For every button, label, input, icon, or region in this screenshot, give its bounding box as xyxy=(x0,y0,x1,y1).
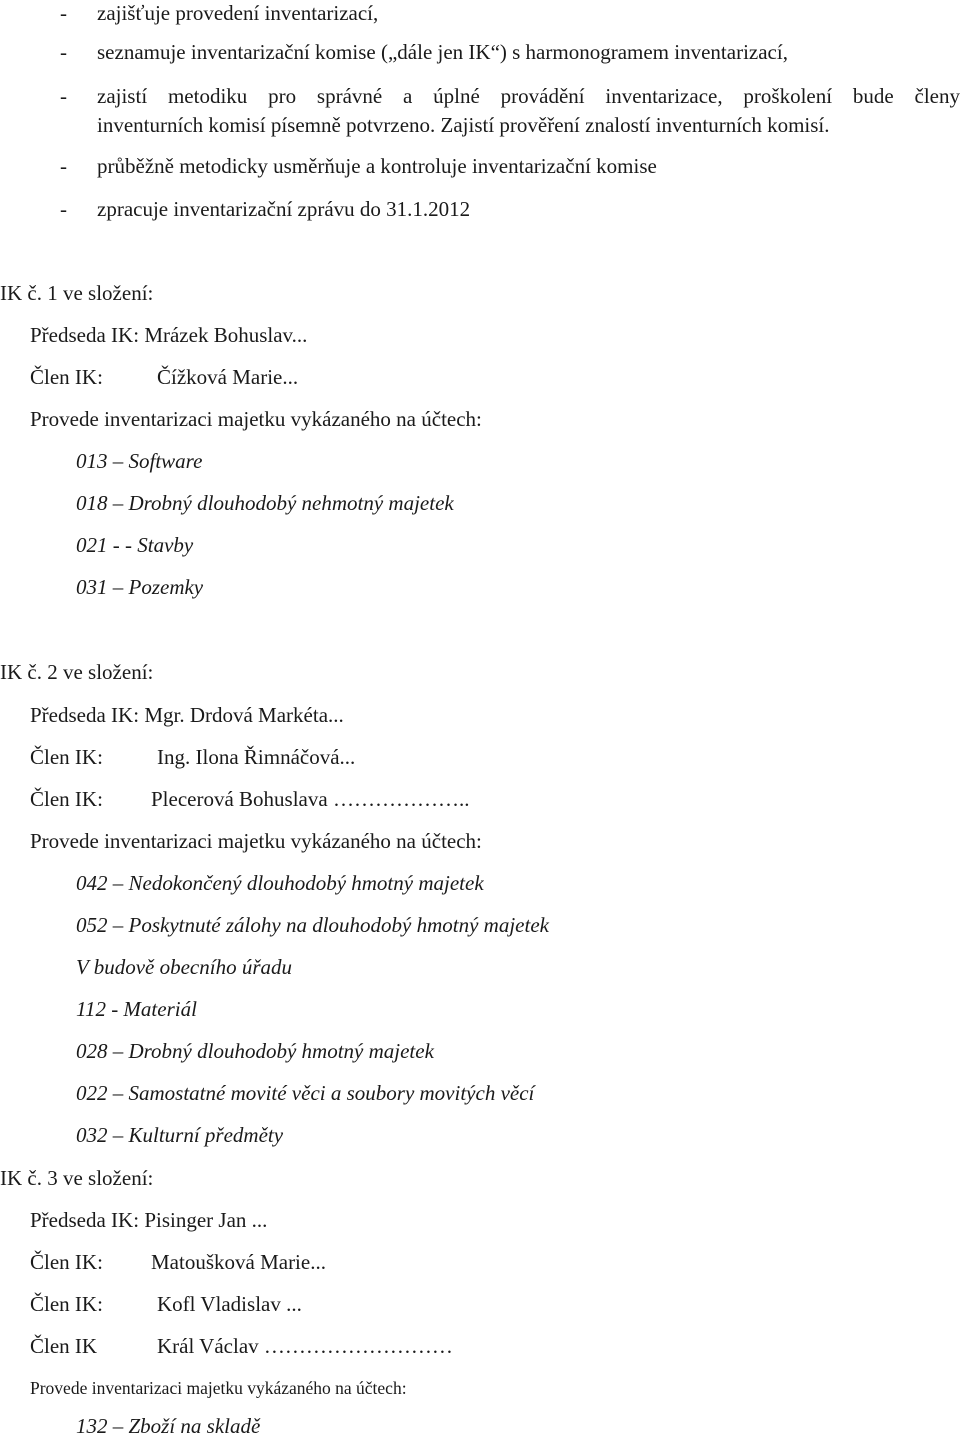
account-item: 042 – Nedokončený dlouhodobý hmotný majetek xyxy=(76,871,484,895)
account-item: 013 – Software xyxy=(76,449,203,473)
chair-name: Mgr. Drdová Markéta... xyxy=(144,703,344,727)
chair-label: Předseda IK: xyxy=(30,703,140,727)
member-label: Člen IK: xyxy=(30,365,103,389)
member-row xyxy=(30,1291,302,1317)
bullet-text-continued: inventurních komisí písemně potvrzeno. Zajistí prověření znalostí inventurních komisí. xyxy=(97,113,830,137)
bullet-text: zajišťuje provedení inventarizací, xyxy=(97,1,379,25)
commission-heading: IK č. 2 ve složení: xyxy=(0,660,154,684)
bullet-text: zpracuje inventarizační zprávu do 31.1.2012 xyxy=(97,197,471,221)
accounts-intro: Provede inventarizaci majetku vykázaného na účtech: xyxy=(30,1378,407,1398)
member-name: Král Václav ……………………… xyxy=(157,1334,453,1358)
accounts-intro: Provede inventarizaci majetku vykázaného na účtech: xyxy=(30,407,482,431)
commission-heading: IK č. 3 ve složení: xyxy=(0,1166,154,1190)
account-item: V budově obecního úřadu xyxy=(76,955,292,979)
member-label: Člen IK: xyxy=(30,1250,103,1274)
account-item: 112 - Materiál xyxy=(76,997,197,1021)
member-row xyxy=(30,1333,453,1359)
account-item: 028 – Drobný dlouhodobý hmotný majetek xyxy=(76,1039,434,1063)
bullet-dash: - xyxy=(60,40,67,64)
account-item: 021 - - Stavby xyxy=(76,533,194,557)
member-row xyxy=(30,364,298,390)
bullet-text: seznamuje inventarizační komise („dále jen IK“) s harmonogramem inventarizací, xyxy=(97,40,788,64)
bullet-text: zajistí metodiku pro správné a úplné provádění inventarizace, proškolení bude členy xyxy=(97,84,960,108)
bullet-dash: - xyxy=(60,84,67,108)
member-name: Čížková Marie... xyxy=(157,365,299,389)
member-row xyxy=(30,786,469,812)
chair-label: Předseda IK: xyxy=(30,323,140,347)
chair-row xyxy=(30,322,307,348)
member-label: Člen IK: xyxy=(30,745,103,769)
member-name: Kofl Vladislav ... xyxy=(157,1292,302,1316)
member-row xyxy=(30,1249,326,1275)
account-item: 022 – Samostatné movité věci a soubory movitých věcí xyxy=(76,1081,535,1105)
commission-heading: IK č. 1 ve složení: xyxy=(0,281,154,305)
account-item: 132 – Zboží na skladě xyxy=(76,1414,261,1438)
member-label: Člen IK: xyxy=(30,1292,103,1316)
account-item: 052 – Poskytnuté zálohy na dlouhodobý hmotný majetek xyxy=(76,913,549,937)
account-item: 031 – Pozemky xyxy=(76,575,204,599)
bullet-dash: - xyxy=(60,154,67,178)
accounts-intro: Provede inventarizaci majetku vykázaného na účtech: xyxy=(30,829,482,853)
member-name: Ing. Ilona Řimnáčová... xyxy=(157,745,356,769)
bullet-dash: - xyxy=(60,1,67,25)
member-row xyxy=(30,744,355,770)
bullet-text: průběžně metodicky usměrňuje a kontroluje inventarizační komise xyxy=(97,154,657,178)
chair-label: Předseda IK: xyxy=(30,1208,140,1232)
account-item: 032 – Kulturní předměty xyxy=(76,1123,284,1147)
chair-name: Pisinger Jan ... xyxy=(144,1208,268,1232)
chair-row xyxy=(30,702,344,728)
account-item: 018 – Drobný dlouhodobý nehmotný majetek xyxy=(76,491,454,515)
chair-name: Mrázek Bohuslav... xyxy=(144,323,308,347)
bullet-dash: - xyxy=(60,197,67,221)
chair-row xyxy=(30,1207,267,1233)
member-name: Matoušková Marie... xyxy=(151,1250,326,1274)
member-label: Člen IK: xyxy=(30,787,103,811)
member-label: Člen IK xyxy=(30,1334,98,1358)
member-name: Plecerová Bohuslava ……………….. xyxy=(151,787,470,811)
